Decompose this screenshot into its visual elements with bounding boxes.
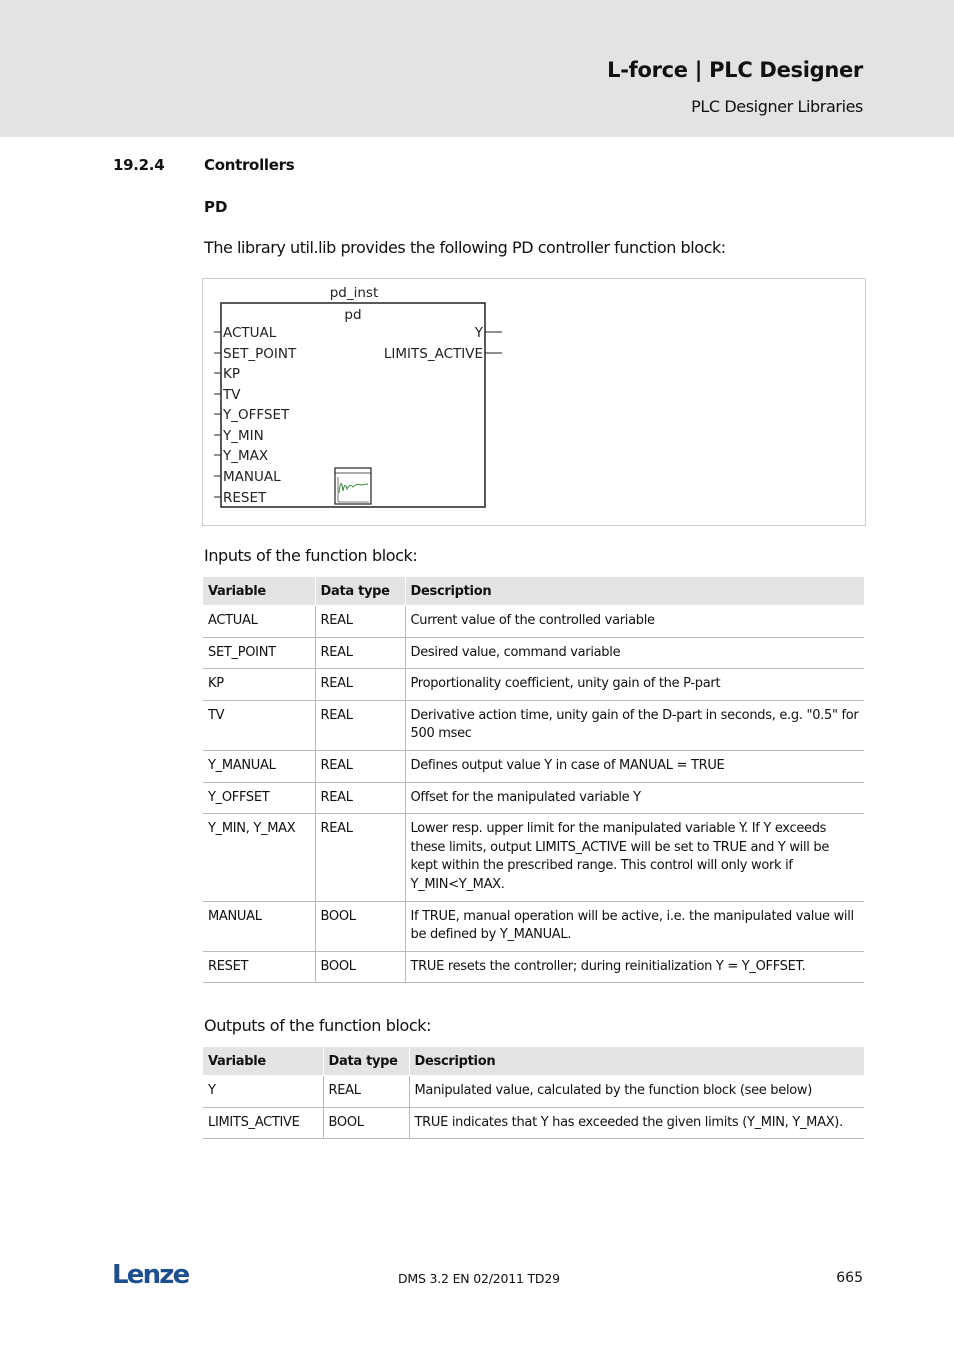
section-title: Controllers: [204, 156, 295, 174]
datatype-cell: REAL: [315, 669, 405, 701]
variable-cell: SET_POINT: [203, 637, 315, 669]
variable-cell: TV: [203, 700, 315, 750]
description-cell: TRUE resets the controller; during reinitialization Y = Y_OFFSET.: [405, 951, 864, 983]
input-label: ACTUAL: [223, 325, 277, 341]
column-header: Description: [405, 577, 864, 606]
column-header: Data type: [315, 577, 405, 606]
document-id: DMS 3.2 EN 02/2011 TD29: [398, 1271, 560, 1286]
outputs-caption: Outputs of the function block:: [204, 1016, 432, 1035]
variable-cell: KP: [203, 669, 315, 701]
page-header: [0, 0, 954, 137]
table-row: [203, 750, 864, 782]
input-label: TV: [223, 387, 241, 403]
page-number: 665: [836, 1270, 863, 1286]
variable-cell: MANUAL: [203, 901, 315, 951]
table-header-row: [203, 577, 864, 606]
table-row: [203, 782, 864, 814]
table-row: [203, 901, 864, 951]
datatype-cell: BOOL: [315, 951, 405, 983]
table-row: [203, 700, 864, 750]
datatype-cell: BOOL: [323, 1107, 409, 1139]
variable-cell: ACTUAL: [203, 606, 315, 638]
description-cell: Derivative action time, unity gain of the D-part in seconds, e.g. "0.5" for 500 msec: [405, 700, 864, 750]
subsection-title: PD: [204, 198, 228, 216]
description-cell: Lower resp. upper limit for the manipulated variable Y. If Y exceeds these limits, output LIMITS_ACTIVE will be set to TRUE and Y will be kept within the prescribed range. This control will only work if Y_MIN<Y_MAX.: [405, 814, 864, 901]
description-cell: Manipulated value, calculated by the function block (see below): [409, 1076, 864, 1108]
table-row: [203, 814, 864, 901]
table-row: [203, 1076, 864, 1108]
variable-cell: Y_MIN, Y_MAX: [203, 814, 315, 901]
datatype-cell: REAL: [315, 750, 405, 782]
input-label: Y_MIN: [223, 428, 264, 444]
input-label: SET_POINT: [223, 346, 297, 362]
svg-text:Lenze: Lenze: [112, 1260, 189, 1288]
variable-cell: RESET: [203, 951, 315, 983]
datatype-cell: REAL: [315, 814, 405, 901]
variable-cell: LIMITS_ACTIVE: [203, 1107, 323, 1139]
datatype-cell: REAL: [315, 700, 405, 750]
input-label: Y_MAX: [223, 448, 269, 464]
fb-instance-name: pd_inst: [329, 285, 379, 301]
description-cell: Desired value, command variable: [405, 637, 864, 669]
input-label: Y_OFFSET: [223, 407, 290, 423]
fb-type-name: pd: [344, 307, 362, 323]
datatype-cell: REAL: [315, 606, 405, 638]
function-block-diagram: [203, 279, 865, 525]
variable-cell: Y: [203, 1076, 323, 1108]
description-cell: TRUE indicates that Y has exceeded the given limits (Y_MIN, Y_MAX).: [409, 1107, 864, 1139]
table-row: [203, 951, 864, 983]
variable-cell: Y_MANUAL: [203, 750, 315, 782]
lenze-logo: [112, 1258, 192, 1292]
description-cell: Proportionality coefficient, unity gain of the P-part: [405, 669, 864, 701]
table-header-row: [203, 1047, 864, 1076]
output-label: LIMITS_ACTIVE: [383, 346, 483, 362]
inputs-table: [203, 577, 864, 983]
datatype-cell: BOOL: [315, 901, 405, 951]
column-header: Variable: [203, 577, 315, 606]
header-subtitle: PLC Designer Libraries: [691, 97, 863, 116]
description-cell: Current value of the controlled variable: [405, 606, 864, 638]
header-title: L-force | PLC Designer: [607, 58, 863, 82]
variable-cell: Y_OFFSET: [203, 782, 315, 814]
description-cell: Offset for the manipulated variable Y: [405, 782, 864, 814]
table-row: [203, 669, 864, 701]
datatype-cell: REAL: [315, 637, 405, 669]
intro-text: The library util.lib provides the following PD controller function block:: [204, 238, 726, 257]
column-header: Variable: [203, 1047, 323, 1076]
lenze-logo-graphic: [112, 1258, 192, 1288]
datatype-cell: REAL: [323, 1076, 409, 1108]
controller-response-icon: [335, 468, 371, 504]
section-number: 19.2.4: [113, 156, 165, 174]
description-cell: If TRUE, manual operation will be active, i.e. the manipulated value will be defined by Y_MANUAL.: [405, 901, 864, 951]
column-header: Description: [409, 1047, 864, 1076]
table-row: [203, 637, 864, 669]
column-header: Data type: [323, 1047, 409, 1076]
input-label: RESET: [223, 490, 267, 506]
outputs-table: [203, 1047, 864, 1139]
table-row: [203, 606, 864, 638]
description-cell: Defines output value Y in case of MANUAL = TRUE: [405, 750, 864, 782]
table-row: [203, 1107, 864, 1139]
input-label: MANUAL: [223, 469, 281, 485]
inputs-caption: Inputs of the function block:: [204, 546, 418, 565]
function-block-figure: [202, 278, 866, 526]
datatype-cell: REAL: [315, 782, 405, 814]
output-label: Y: [474, 325, 483, 341]
input-label: KP: [223, 366, 240, 382]
